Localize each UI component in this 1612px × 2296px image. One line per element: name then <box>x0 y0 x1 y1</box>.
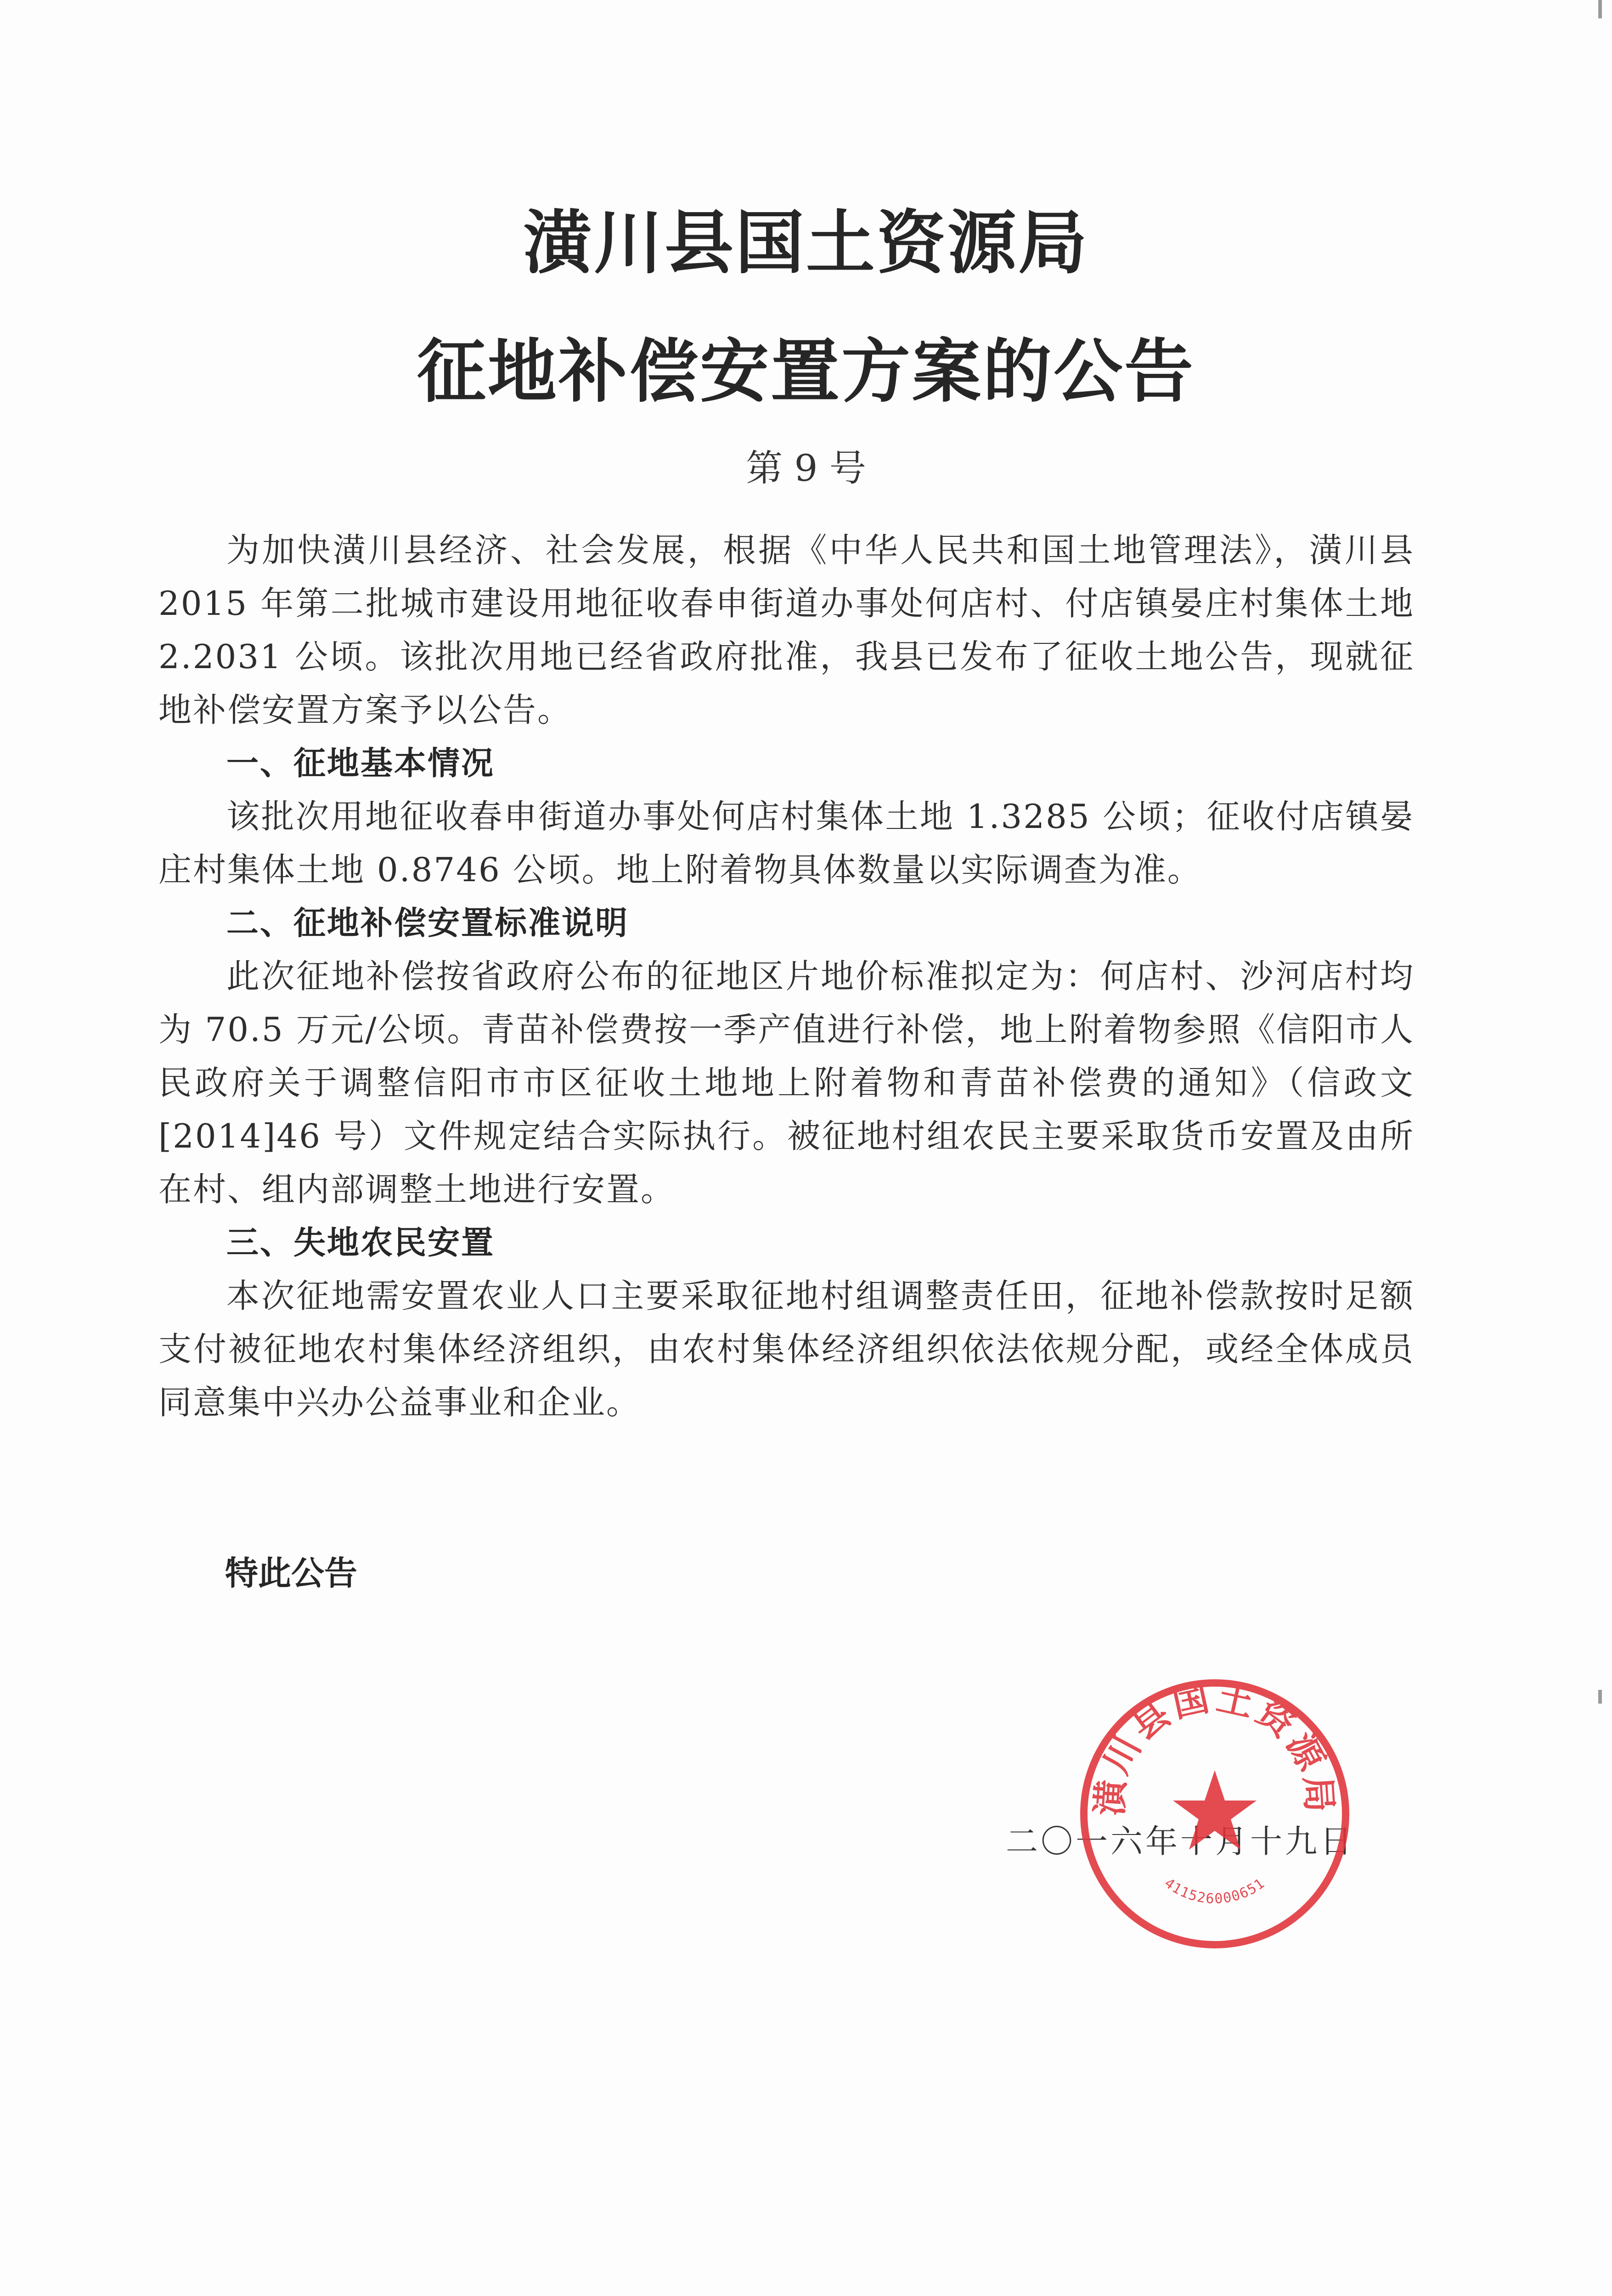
official-seal-icon <box>1072 1671 1357 1956</box>
document-title-line1: 潢川县国土资源局 <box>523 203 1089 283</box>
seal-org-name: 潢川县国土资源局 <box>1089 1677 1341 1817</box>
seal-code: 411526000651 <box>1161 1875 1268 1908</box>
section3-heading: 三、失地农民安置 <box>226 1224 495 1261</box>
document-body <box>158 523 1415 1429</box>
document-title-line2: 征地补偿安置方案的公告 <box>417 332 1195 412</box>
intro-paragraph: 为加快潢川县经济、社会发展，根据《中华人民共和国土地管理法》，潢川县 2015 年第二批城市建设用地征收春申街道办事处何店村、付店镇晏庄村集体土地 2.2031 公顷。该批次用地已经省政府批准，我县已发布了征收土地公告，现就征地补偿安置方案予以公告。 <box>158 531 1415 729</box>
section1-heading: 一、征地基本情况 <box>226 744 495 782</box>
section2-heading: 二、征地补偿安置标准说明 <box>226 904 629 942</box>
document-number: 第 9 号 <box>746 447 866 490</box>
seal-star-icon <box>1173 1770 1257 1850</box>
closing-statement: 特此公告 <box>225 1554 358 1593</box>
scan-edge-mark <box>1598 1690 1602 1704</box>
section3-paragraph: 本次征地需安置农业人口主要采取征地村组调整责任田，征地补偿款按时足额支付被征地农村集体经济组织，由农村集体经济组织依法依规分配，或经全体成员同意集中兴办公益事业和企业。 <box>158 1277 1415 1422</box>
section2-paragraph: 此次征地补偿按省政府公布的征地区片地价标准拟定为：何店村、沙河店村均为 70.5 万元/公顷。青苗补偿费按一季产值进行补偿，地上附着物参照《信阳市人民政府关于调整信阳市市区征收土地地上附着物和青苗补偿费的通知》（信政文[2014]46 号）文件规定结合实际执行。被征地村组农民主要采取货币安置及由所在村、组内部调整土地进行安置。 <box>158 957 1415 1209</box>
section1-paragraph: 该批次用地征收春申街道办事处何店村集体土地 1.3285 公顷；征收付店镇晏庄村集体土地 0.8746 公顷。地上附着物具体数量以实际调查为准。 <box>158 797 1415 889</box>
issue-date: 二〇一六年十月十九日 <box>1006 1823 1355 1860</box>
scan-edge-mark <box>1598 0 1602 18</box>
